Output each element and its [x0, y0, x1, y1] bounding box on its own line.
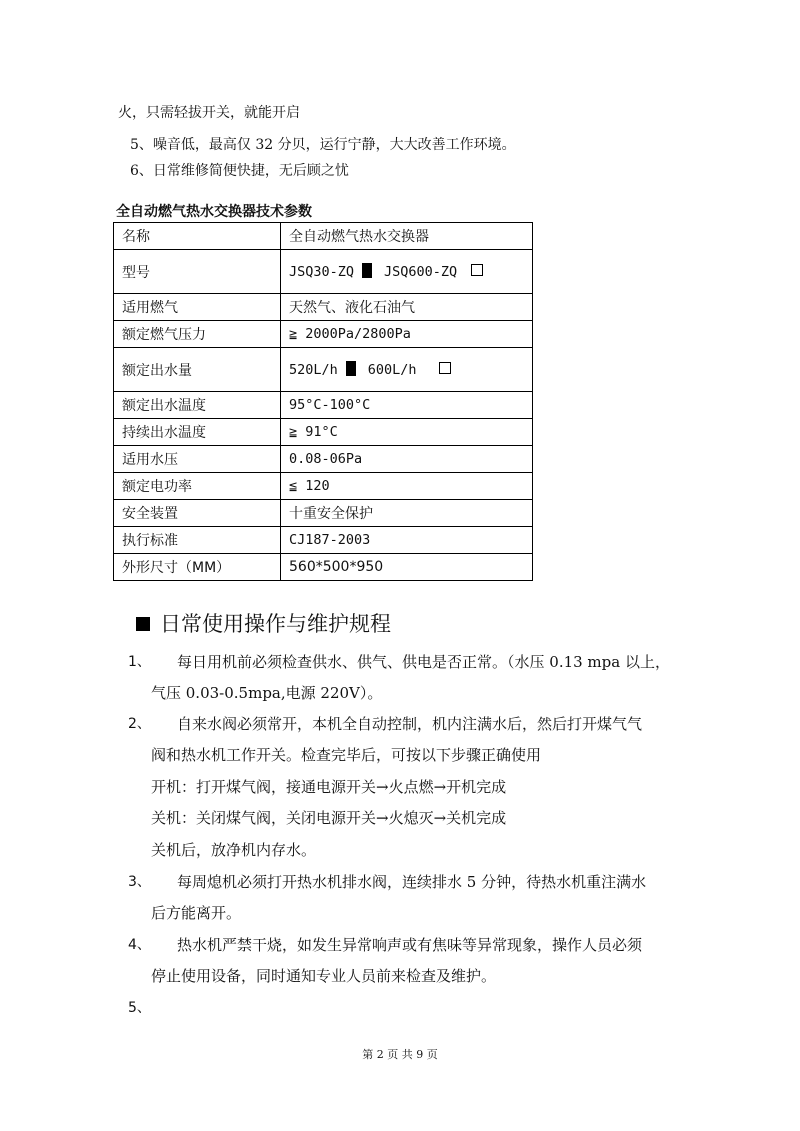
item-4-line-1: 热水机严禁干烧，如发生异常响声或有焦味等异常现象，操作人员必须: [177, 936, 643, 954]
model-option-1: JSQ30-ZQ: [289, 264, 355, 280]
spec-value: 560*500*950: [281, 554, 533, 581]
table-row: [114, 446, 533, 473]
spec-value: 天然气、液化石油气: [281, 294, 533, 321]
item-1-line-1: 每日用机前必须检查供水、供气、供电是否正常。（水压 0.13 mpa 以上，: [177, 653, 670, 671]
spec-value: 十重安全保护: [281, 500, 533, 527]
intro-line-2: 5、噪音低，最高仅 32 分贝，运行宁静，大大改善工作环境。: [130, 137, 516, 153]
table-row: [114, 250, 533, 294]
item-number: 2、: [128, 716, 151, 732]
section-heading: [136, 610, 391, 638]
spec-label: 外形尺寸（MM）: [114, 554, 281, 581]
spec-label: 额定出水量: [114, 348, 281, 392]
spec-label: 持续出水温度: [114, 419, 281, 446]
spec-label: 适用水压: [114, 446, 281, 473]
spec-value-options: [281, 250, 533, 294]
flow-option-1: 520L/h: [289, 362, 338, 378]
item-2-line-3: 开机：打开煤气阀，接通电源开关→火点燃→开机完成: [151, 778, 507, 796]
spec-label: 安全装置: [114, 500, 281, 527]
intro-line-3: 6、日常维修简便快捷，无后顾之忧: [130, 163, 349, 179]
checked-box-icon: [362, 263, 372, 278]
item-2-line-5: 关机后，放净机内存水。: [151, 841, 317, 859]
square-bullet-icon: [136, 617, 150, 631]
item-number: 5、: [128, 1000, 151, 1016]
checked-box-icon: [346, 361, 356, 376]
table-row: [114, 473, 533, 500]
item-3-line-2: 后方能离开。: [151, 904, 242, 922]
spec-value: CJ187-2003: [281, 527, 533, 554]
spec-value: 95°C-100°C: [281, 392, 533, 419]
item-2-line-2: 阀和热水机工作开关。检查完毕后，可按以下步骤正确使用: [151, 746, 542, 764]
table-row: [114, 321, 533, 348]
spec-value-options: [281, 348, 533, 392]
item-1-line-2: 气压 0.03-0.5mpa,电源 220V）。: [151, 684, 383, 702]
item-2-line-4: 关机：关闭煤气阀，关闭电源开关→火熄灭→关机完成: [151, 809, 507, 827]
item-4-line-2: 停止使用设备，同时通知专业人员前来检查及维护。: [151, 967, 497, 985]
spec-label: 额定出水温度: [114, 392, 281, 419]
unchecked-box-icon: [439, 362, 451, 374]
table-row: [114, 348, 533, 392]
spec-label: 额定电功率: [114, 473, 281, 500]
spec-label: 额定燃气压力: [114, 321, 281, 348]
spec-value: ≧ 91°C: [281, 419, 533, 446]
spec-label: 执行标准: [114, 527, 281, 554]
table-row: [114, 419, 533, 446]
item-number: 4、: [128, 937, 151, 953]
section-heading-text: 日常使用操作与维护规程: [160, 612, 391, 636]
model-option-2: JSQ600-ZQ: [384, 264, 458, 280]
item-number: 3、: [128, 874, 151, 890]
item-number: 1、: [128, 654, 151, 670]
spec-value: ≧ 2000Pa/2800Pa: [281, 321, 533, 348]
spec-value: ≦ 120: [281, 473, 533, 500]
table-row: [114, 294, 533, 321]
spec-label: 名称: [114, 223, 281, 250]
flow-option-2: 600L/h: [367, 362, 417, 378]
spec-label: 型号: [114, 250, 281, 294]
unchecked-box-icon: [471, 264, 483, 276]
table-row: [114, 392, 533, 419]
intro-line-1: 火，只需轻拔开关，就能开启: [118, 105, 300, 121]
table-row: [114, 527, 533, 554]
spec-value: 0.08-06Pa: [281, 446, 533, 473]
item-2-line-1: 自来水阀必须常开，本机全自动控制，机内注满水后，然后打开煤气气: [177, 715, 643, 733]
table-row: [114, 500, 533, 527]
table-row: [114, 554, 533, 581]
table-row: [114, 223, 533, 250]
page-number-footer: 第 2 页 共 9 页: [362, 1048, 438, 1061]
item-3-line-1: 每周熄机必须打开热水机排水阀，连续排水 5 分钟，待热水机重注满水: [177, 873, 647, 891]
spec-label: 适用燃气: [114, 294, 281, 321]
spec-value: 全自动燃气热水交换器: [281, 223, 533, 250]
spec-table-title: 全自动燃气热水交换器技术参数: [116, 204, 312, 220]
spec-table: [113, 222, 533, 581]
